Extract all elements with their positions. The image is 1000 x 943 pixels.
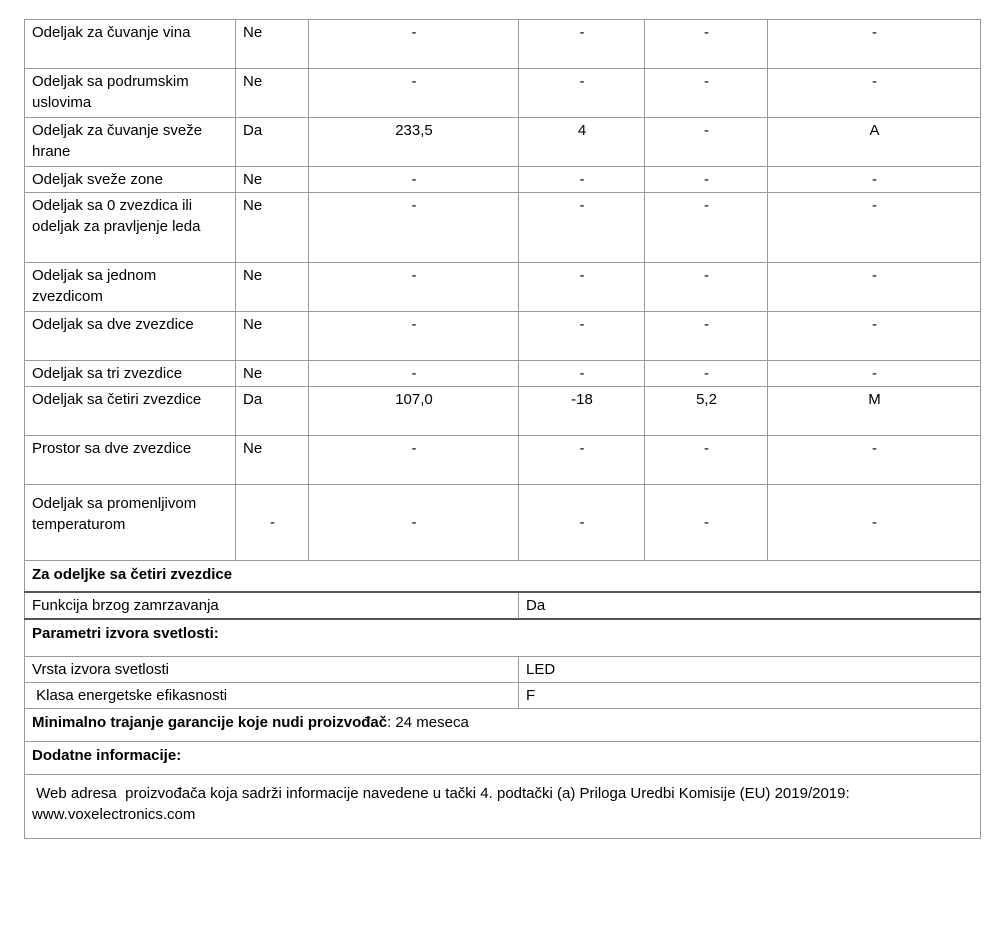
light-class-value: F: [519, 683, 981, 709]
compartment-present: Ne: [236, 436, 309, 485]
compartment-present: Ne: [236, 263, 309, 312]
compartment-row: [25, 167, 981, 193]
compartment-present: Da: [236, 118, 309, 167]
compartment-row: [25, 193, 981, 263]
compartment-present: Da: [236, 387, 309, 436]
compartment-freezing-capacity: 5,2: [645, 387, 768, 436]
compartment-defrost-type: -: [768, 485, 981, 561]
compartment-defrost-type: -: [768, 193, 981, 263]
light-class-label: Klasa energetske efikasnosti: [25, 683, 519, 709]
compartment-freezing-capacity: -: [645, 193, 768, 263]
compartment-freezing-capacity: -: [645, 436, 768, 485]
compartment-temperature: 4: [519, 118, 645, 167]
compartment-defrost-type: -: [768, 20, 981, 69]
compartment-freezing-capacity: -: [645, 20, 768, 69]
document-page: [24, 19, 980, 839]
compartment-temperature: -: [519, 20, 645, 69]
additional-heading: Dodatne informacije:: [25, 742, 981, 775]
compartment-row: [25, 361, 981, 387]
compartment-volume: -: [309, 69, 519, 118]
compartments-body: [25, 20, 981, 839]
compartment-freezing-capacity: -: [645, 361, 768, 387]
compartment-temperature: -: [519, 167, 645, 193]
fast-freeze-label: Funkcija brzog zamrzavanja: [25, 592, 519, 619]
compartment-temperature: -: [519, 263, 645, 312]
compartment-present: Ne: [236, 193, 309, 263]
compartment-present: Ne: [236, 312, 309, 361]
compartment-temperature: -: [519, 312, 645, 361]
compartment-defrost-type: -: [768, 436, 981, 485]
light-type-value: LED: [519, 657, 981, 683]
compartment-temperature: -18: [519, 387, 645, 436]
compartment-row: [25, 436, 981, 485]
compartment-defrost-type: -: [768, 263, 981, 312]
light-type-label: Vrsta izvora svetlosti: [25, 657, 519, 683]
compartment-volume: -: [309, 167, 519, 193]
compartment-volume: -: [309, 436, 519, 485]
compartment-volume: -: [309, 20, 519, 69]
compartment-present: Ne: [236, 69, 309, 118]
compartment-name: Odeljak sa četiri zvezdice: [25, 387, 236, 436]
compartment-volume: -: [309, 361, 519, 387]
compartment-freezing-capacity: -: [645, 312, 768, 361]
compartment-volume: 107,0: [309, 387, 519, 436]
compartment-present: -: [236, 485, 309, 561]
four-star-heading: Za odeljke sa četiri zvezdice: [25, 561, 981, 593]
compartment-name: Odeljak sa tri zvezdice: [25, 361, 236, 387]
compartment-volume: -: [309, 485, 519, 561]
compartment-name: Prostor sa dve zvezdice: [25, 436, 236, 485]
compartment-temperature: -: [519, 69, 645, 118]
compartment-defrost-type: A: [768, 118, 981, 167]
compartment-present: Ne: [236, 167, 309, 193]
additional-heading-row: [25, 742, 981, 775]
warranty-value: : 24 meseca: [387, 714, 469, 731]
compartment-row: [25, 118, 981, 167]
compartment-name: Odeljak sa promenljivom temperaturom: [25, 485, 236, 561]
light-heading: Parametri izvora svetlosti:: [25, 619, 981, 657]
compartment-row: [25, 263, 981, 312]
compartment-name: Odeljak sa 0 zvezdica ili odeljak za pravljenje leda: [25, 193, 236, 263]
compartment-volume: -: [309, 193, 519, 263]
product-info-table: [24, 19, 981, 839]
compartment-volume: -: [309, 263, 519, 312]
compartment-name: Odeljak sa podrumskim uslovima: [25, 69, 236, 118]
compartment-row: [25, 20, 981, 69]
compartment-defrost-type: -: [768, 312, 981, 361]
compartment-volume: -: [309, 312, 519, 361]
compartment-name: Odeljak za čuvanje sveže hrane: [25, 118, 236, 167]
light-type-row: [25, 657, 981, 683]
compartment-freezing-capacity: -: [645, 69, 768, 118]
compartment-present: Ne: [236, 20, 309, 69]
compartment-temperature: -: [519, 485, 645, 561]
compartment-temperature: -: [519, 436, 645, 485]
compartment-name: Odeljak za čuvanje vina: [25, 20, 236, 69]
fast-freeze-value: Da: [519, 592, 981, 619]
compartment-present: Ne: [236, 361, 309, 387]
compartment-defrost-type: -: [768, 361, 981, 387]
compartment-freezing-capacity: -: [645, 167, 768, 193]
compartment-name: Odeljak sa dve zvezdice: [25, 312, 236, 361]
compartment-freezing-capacity: -: [645, 118, 768, 167]
compartment-defrost-type: -: [768, 167, 981, 193]
additional-text-row: [25, 775, 981, 839]
compartment-defrost-type: M: [768, 387, 981, 436]
compartment-volume: 233,5: [309, 118, 519, 167]
warranty-label: Minimalno trajanje garancije koje nudi proizvođač: [32, 714, 388, 731]
four-star-heading-row: [25, 561, 981, 593]
compartment-row: [25, 387, 981, 436]
warranty-row: [25, 709, 981, 742]
light-heading-row: [25, 619, 981, 657]
compartment-name: Odeljak sa jednom zvezdicom: [25, 263, 236, 312]
compartment-row: [25, 69, 981, 118]
compartment-temperature: -: [519, 193, 645, 263]
light-class-row: [25, 683, 981, 709]
warranty-cell: [25, 709, 981, 742]
compartment-freezing-capacity: -: [645, 263, 768, 312]
compartment-freezing-capacity: -: [645, 485, 768, 561]
compartment-defrost-type: -: [768, 69, 981, 118]
fast-freeze-row: [25, 592, 981, 619]
compartment-row: [25, 485, 981, 561]
compartment-row: [25, 312, 981, 361]
compartment-name: Odeljak sveže zone: [25, 167, 236, 193]
compartment-temperature: -: [519, 361, 645, 387]
additional-text: Web adresa proizvođača koja sadrži informacije navedene u tački 4. podtački (a) Priloga Uredbi Komisije (EU) 2019/2019: www.voxelectronics.com: [25, 775, 981, 839]
